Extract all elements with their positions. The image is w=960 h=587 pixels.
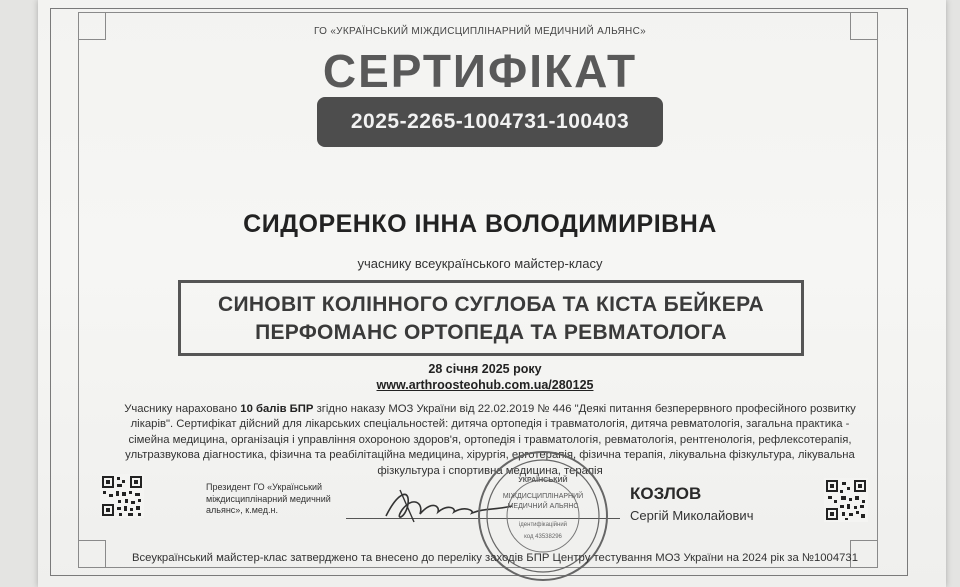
points-awarded: 10 балів БПР [240,403,314,415]
svg-text:МІЖДИСЦИПЛІНАРНИЙ: МІЖДИСЦИПЛІНАРНИЙ [502,493,584,500]
recipient-name: СИДОРЕНКО ІННА ВОЛОДИМИРІВНА [243,210,717,238]
svg-text:код 43538296: код 43538296 [524,534,562,540]
event-date: 28 січня 2025 року [428,362,542,376]
certificate-title: СЕРТИФІКАТ [322,45,638,97]
president-title: Президент ГО «Український міждисциплінарний медичний альянс», к.мед.н. [206,482,331,515]
signer-surname: КОЗЛОВ [630,484,702,503]
svg-text:МЕДИЧНИЙ АЛЬЯНС: МЕДИЧНИЙ АЛЬЯНС [507,503,579,510]
signer-full-name: Сергій Миколайович [630,508,754,523]
qr-code-icon [100,474,144,518]
event-title-box [178,280,804,356]
svg-text:ідентифікаційний: ідентифікаційний [518,522,568,528]
organization-stamp [468,446,618,586]
body-rest: згідно наказу МОЗ України від 22.02.2019 № 446 "Деякі питання безперервного професійного розвитку лікарів". Сертифікат дійсний для лікарських спеціальностей: дитяча ортопедія і травматологія, дитяча ревматологія, загальна практика - сімейна медицина, організація і управління охороною здоров'я, ортопедія і травматологія, ревматологія, рентгенологія, рефлексотерапія, ультразвукова діагностика, фізична та реабілітаційна медицина, хірургія, ерготерапія, фізична терапія, лікувальна фізкультура, лікувальна фізкультура і спортивна медицина, терапія [125,403,856,477]
event-title-line-1: СИНОВІТ КОЛІННОГО СУГЛОБА ТА КІСТА БЕЙКЕРА [217,293,765,316]
footer-note: Всеукраїнський майстер-клас затверджено та внесено до переліку заходів БПР Центру тестування МОЗ України на 2024 рік за №1004731 [132,552,858,564]
organization-name: ГО «УКРАЇНСЬКИЙ МІЖДИСЦИПЛІНАРНИЙ МЕДИЧНИЙ АЛЬЯНС» [314,26,646,37]
participant-text: учаснику всеукраїнського майстер-класу [357,256,603,271]
event-title-line-2: ПЕРФОМАНС ОРТОПЕДА ТА РЕВМАТОЛОГА [255,321,727,344]
event-url-link[interactable]: www.arthroosteohub.com.ua/280125 [376,378,594,392]
certificate-number: 2025-2265-1004731-100403 [317,97,663,147]
body-prefix: Учаснику нараховано [124,403,241,415]
svg-text:УКРАЇНСЬКИЙ: УКРАЇНСЬКИЙ [518,477,568,484]
qr-code-icon [824,478,868,522]
